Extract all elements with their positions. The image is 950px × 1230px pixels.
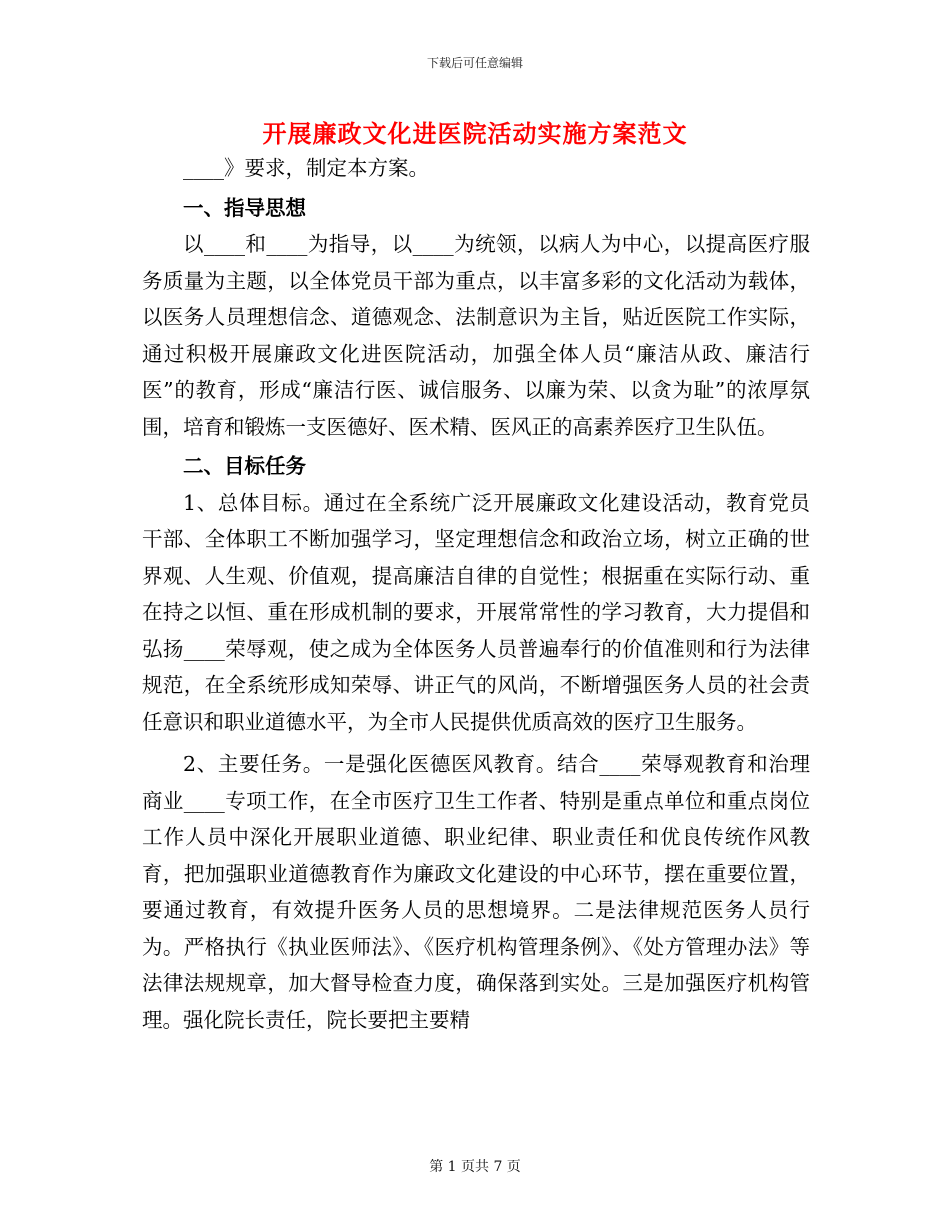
page-header-note: 下载后可任意编辑 [426,56,523,70]
main-tasks-paragraph: 2、主要任务。一是强化医德医风教育。结合____荣辱观教育和治理商业____专项工作，在全市医疗卫生工作者、特别是重点单位和重点岗位工作人员中深化开展职业道德、职业纪律、职业责任和优良传统作风教育，把加强职业道德教育作为廉政文化建设的中心环节，摆在重要位置，要通过教育，有效提升医务人员的思想境界。二是法律规范医务人员行为。严格执行《执业医师法》、《医疗机构管理条例》、《处方管理办法》等法律法规规章，加大督导检查力度，确保落到实处。三是加强医疗机构管理。强化院长责任，院长要把主要精 [142,752,810,1032]
document-body [142,150,810,1038]
section-heading-goals: 二、目标任务 [183,454,306,478]
overall-goal-paragraph: 1、总体目标。通过在全系统广泛开展廉政文化建设活动，教育党员干部、全体职工不断加强学习，坚定理想信念和政治立场，树立正确的世界观、人生观、价值观，提高廉洁自律的自觉性；根据重在实际行动、重在持之以恒、重在形成机制的要求，开展常常性的学习教育，大力提倡和弘扬____荣辱观，使之成为全体医务人员普遍奉行的价值准则和行为法律规范，在全系统形成知荣辱、讲正气的风尚，不断增强医务人员的社会责任意识和职业道德水平，为全市人民提供优质高效的医疗卫生服务。 [142,490,810,734]
section-heading-guiding-thought: 一、指导思想 [183,195,306,220]
document-title: 开展廉政文化进医院活动实施方案范文 [262,119,688,148]
page-number-indicator: 第 1 页共 7 页 [429,1159,521,1175]
intro-paragraph: ____》要求，制定本方案。 [183,156,429,180]
guiding-thought-paragraph: 以____和____为指导，以____为统领，以病人为中心，以提高医疗服务质量为主题，以全体党员干部为重点，以丰富多彩的文化活动为载体，以医务人员理想信念、道德观念、法制意识为主旨，贴近医院工作实际，通过积极开展廉政文化进医院活动，加强全体人员“廉洁从政、廉洁行医”的教育，形成“廉洁行医、诚信服务、以廉为荣、以贪为耻”的浓厚氛围，培育和锻炼一支医德好、医术精、医风正的高素养医疗卫生队伍。 [142,232,810,439]
